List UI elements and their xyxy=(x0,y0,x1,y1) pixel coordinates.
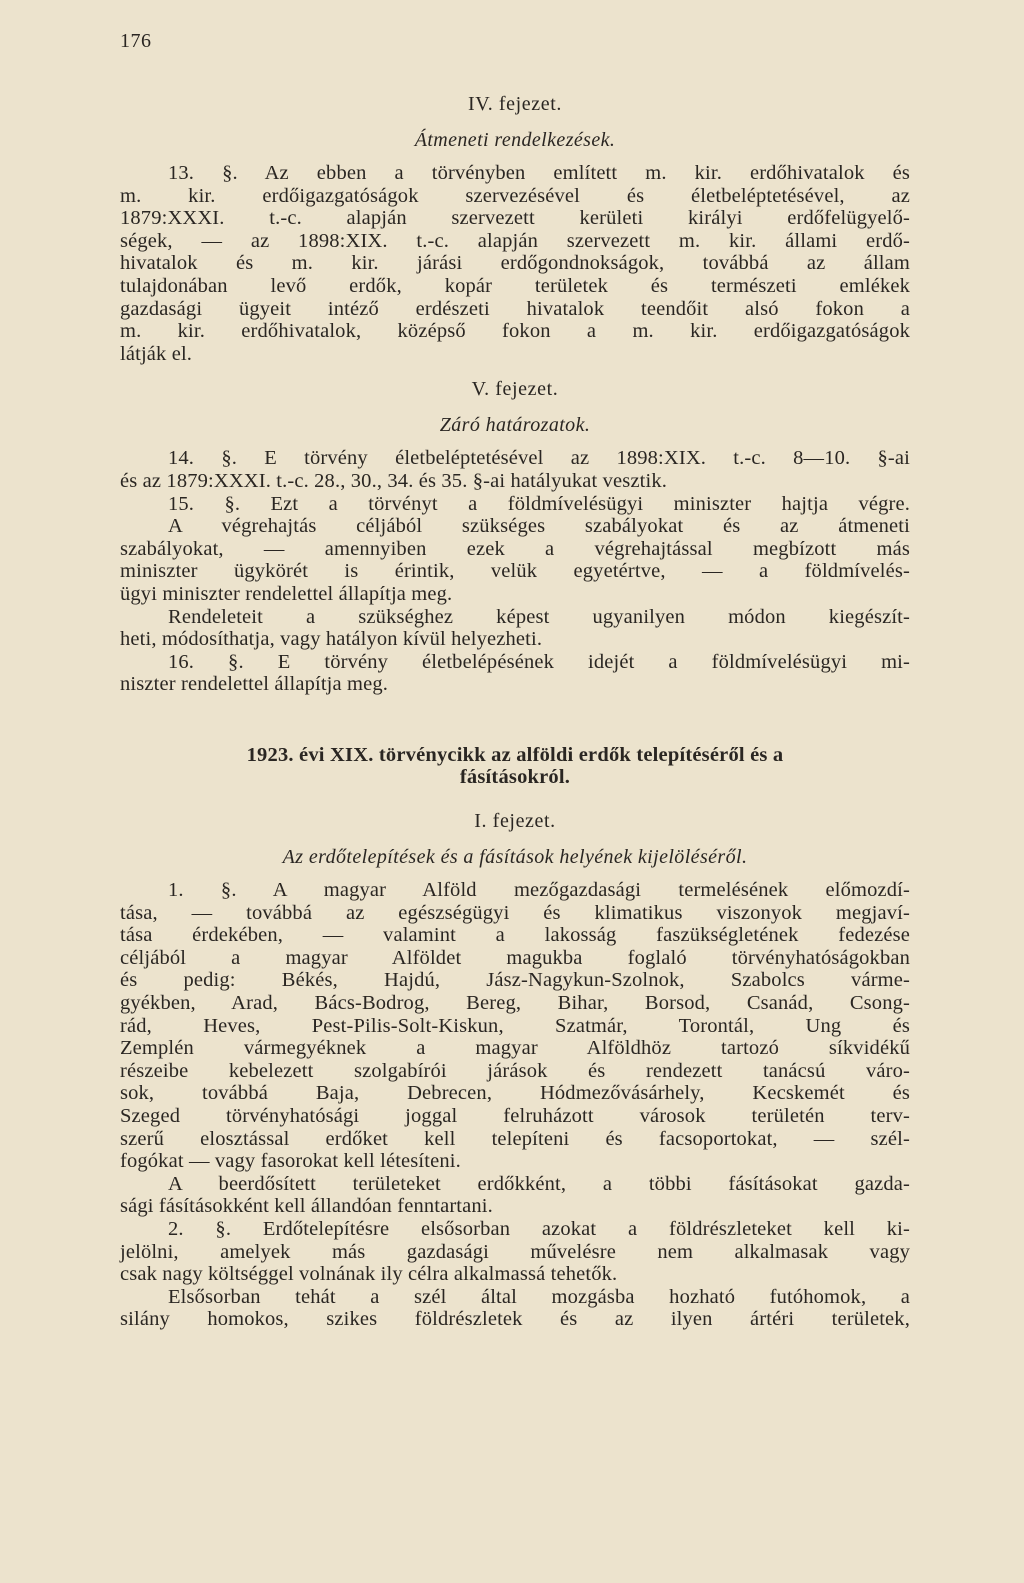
text-line: ügyi miniszter rendelettel állapítja meg. xyxy=(120,582,453,605)
text-line: 1. §. A magyar Alföld mezőgazdasági termelésének előmozdí- xyxy=(168,879,910,902)
paragraph-15 xyxy=(120,493,910,651)
law-title xyxy=(120,744,910,789)
text-line: szerű elosztással erdőket kell telepíteni és facsoportokat, — szél- xyxy=(120,1127,910,1150)
paragraph-13 xyxy=(120,162,910,365)
text-line: szabályokat, — amennyiben ezek a végrehajtással megbízott más xyxy=(120,537,910,560)
chapter-1-heading: I. fejezet. xyxy=(474,810,556,833)
text-line: részeibe kebelezett szolgabírói járások és rendezett tanácsú váro- xyxy=(120,1059,910,1082)
text-line: tása érdekében, — valamint a lakosság faszükségletének fedezése xyxy=(120,924,910,947)
text-line: gazdasági ügyeit intéző erdészeti hivatalok teendőit alsó fokon a xyxy=(120,297,910,320)
text-line: ségek, — az 1898:XIX. t.-c. alapján szervezett m. kir. állami erdő- xyxy=(120,229,910,252)
text-line: miniszter ügykörét is érintik, velük egyetértve, — a földmívelés- xyxy=(120,560,910,583)
text-line: 13. §. Az ebben a törvényben említett m. kir. erdőhivatalok és xyxy=(168,162,910,184)
paragraph-1 xyxy=(120,879,910,1218)
text-line: 14. §. E törvény életbeléptetésével az 1898:XIX. t.-c. 8—10. §-ai xyxy=(168,447,910,470)
chapter-5-subtitle: Záró határozatok. xyxy=(439,414,591,437)
paragraph-16 xyxy=(120,651,910,696)
paragraph-14 xyxy=(120,447,910,492)
chapter-1-subtitle: Az erdőtelepítések és a fásítások helyének kijelöléséről. xyxy=(282,846,748,869)
paragraph-2 xyxy=(120,1218,910,1331)
text-line: silány homokos, szikes földrészletek és az ilyen ártéri területek, xyxy=(120,1308,910,1331)
chapter-4-heading: IV. fejezet. xyxy=(467,93,562,115)
text-line: Szeged törvényhatósági joggal felruházott városok területén terv- xyxy=(120,1105,910,1127)
text-line: Elsősorban tehát a szél által mozgásba hozható futóhomok, a xyxy=(168,1285,910,1308)
law-title-line: 1923. évi XIX. törvénycikk az alföldi erdők telepítéséről és a xyxy=(246,743,784,766)
text-line: tása, — továbbá az egészségügyi és klimatikus viszonyok megjaví- xyxy=(120,901,910,924)
text-line: sok, továbbá Baja, Debrecen, Hódmezővásárhely, Kecskemét és xyxy=(120,1082,910,1105)
text-line: sági fásításokként kell állandóan fenntartani. xyxy=(120,1195,493,1218)
page-body xyxy=(120,92,910,1331)
text-line: és pedig: Békés, Hajdú, Jász-Nagykun-Szolnok, Szabolcs várme- xyxy=(120,969,910,992)
text-line: tulajdonában levő erdők, kopár területek és természeti emlékek xyxy=(120,274,910,297)
law-title-line: fásításokról. xyxy=(459,766,571,789)
text-line: heti, módosíthatja, vagy hatályon kívül helyezheti. xyxy=(120,628,543,651)
text-line: jelölni, amelyek más gazdasági művelésre nem alkalmasak vagy xyxy=(120,1240,910,1263)
text-line: 15. §. Ezt a törvényt a földmívelésügyi miniszter hajtja végre. xyxy=(168,492,910,515)
text-line: fogókat — vagy fasorokat kell létesíteni. xyxy=(120,1150,461,1173)
text-line: 16. §. E törvény életbelépésének idejét a földmívelésügyi mi- xyxy=(168,650,910,673)
text-line: niszter rendelettel állapítja meg. xyxy=(120,673,389,696)
text-line: m. kir. erdőigazgatóságok szervezésével és életbeléptetésével, az xyxy=(120,184,910,207)
text-line: látják el. xyxy=(120,342,193,365)
text-line: csak nagy költséggel volnának ily célra alkalmassá tehetők. xyxy=(120,1263,618,1286)
page-number: 176 xyxy=(120,30,152,52)
text-line: Zemplén vármegyéknek a magyar Alföldhöz tartozó síkvidékű xyxy=(120,1037,910,1060)
text-line: Rendeleteit a szükséghez képest ugyanilyen módon kiegészít- xyxy=(168,605,910,628)
text-line: hivatalok és m. kir. járási erdőgondnokságok, továbbá az állam xyxy=(120,252,910,275)
text-line: céljából a magyar Alföldet magukba foglaló törvényhatóságokban xyxy=(120,946,910,969)
text-line: A beerdősített területeket erdőkként, a többi fásításokat gazda- xyxy=(168,1172,910,1195)
text-line: m. kir. erdőhivatalok, középső fokon a m. kir. erdőigazgatóságok xyxy=(120,320,910,343)
chapter-5-heading: V. fejezet. xyxy=(471,378,559,401)
text-line: A végrehajtás céljából szükséges szabályokat és az átmeneti xyxy=(168,515,910,538)
text-line: 2. §. Erdőtelepítésre elsősorban azokat a földrészleteket kell ki- xyxy=(168,1217,910,1240)
text-line: rád, Heves, Pest-Pilis-Solt-Kiskun, Szatmár, Torontál, Ung és xyxy=(120,1014,910,1037)
text-line: és az 1879:XXXI. t.-c. 28., 30., 34. és 35. §-ai hatályukat vesztik. xyxy=(120,469,668,492)
text-line: gyékben, Arad, Bács-Bodrog, Bereg, Bihar, Borsod, Csanád, Csong- xyxy=(120,992,910,1015)
text-line: 1879:XXXI. t.-c. alapján szervezett kerületi királyi erdőfelügyelő- xyxy=(120,207,910,230)
chapter-4-subtitle: Átmeneti rendelkezések. xyxy=(414,129,616,151)
